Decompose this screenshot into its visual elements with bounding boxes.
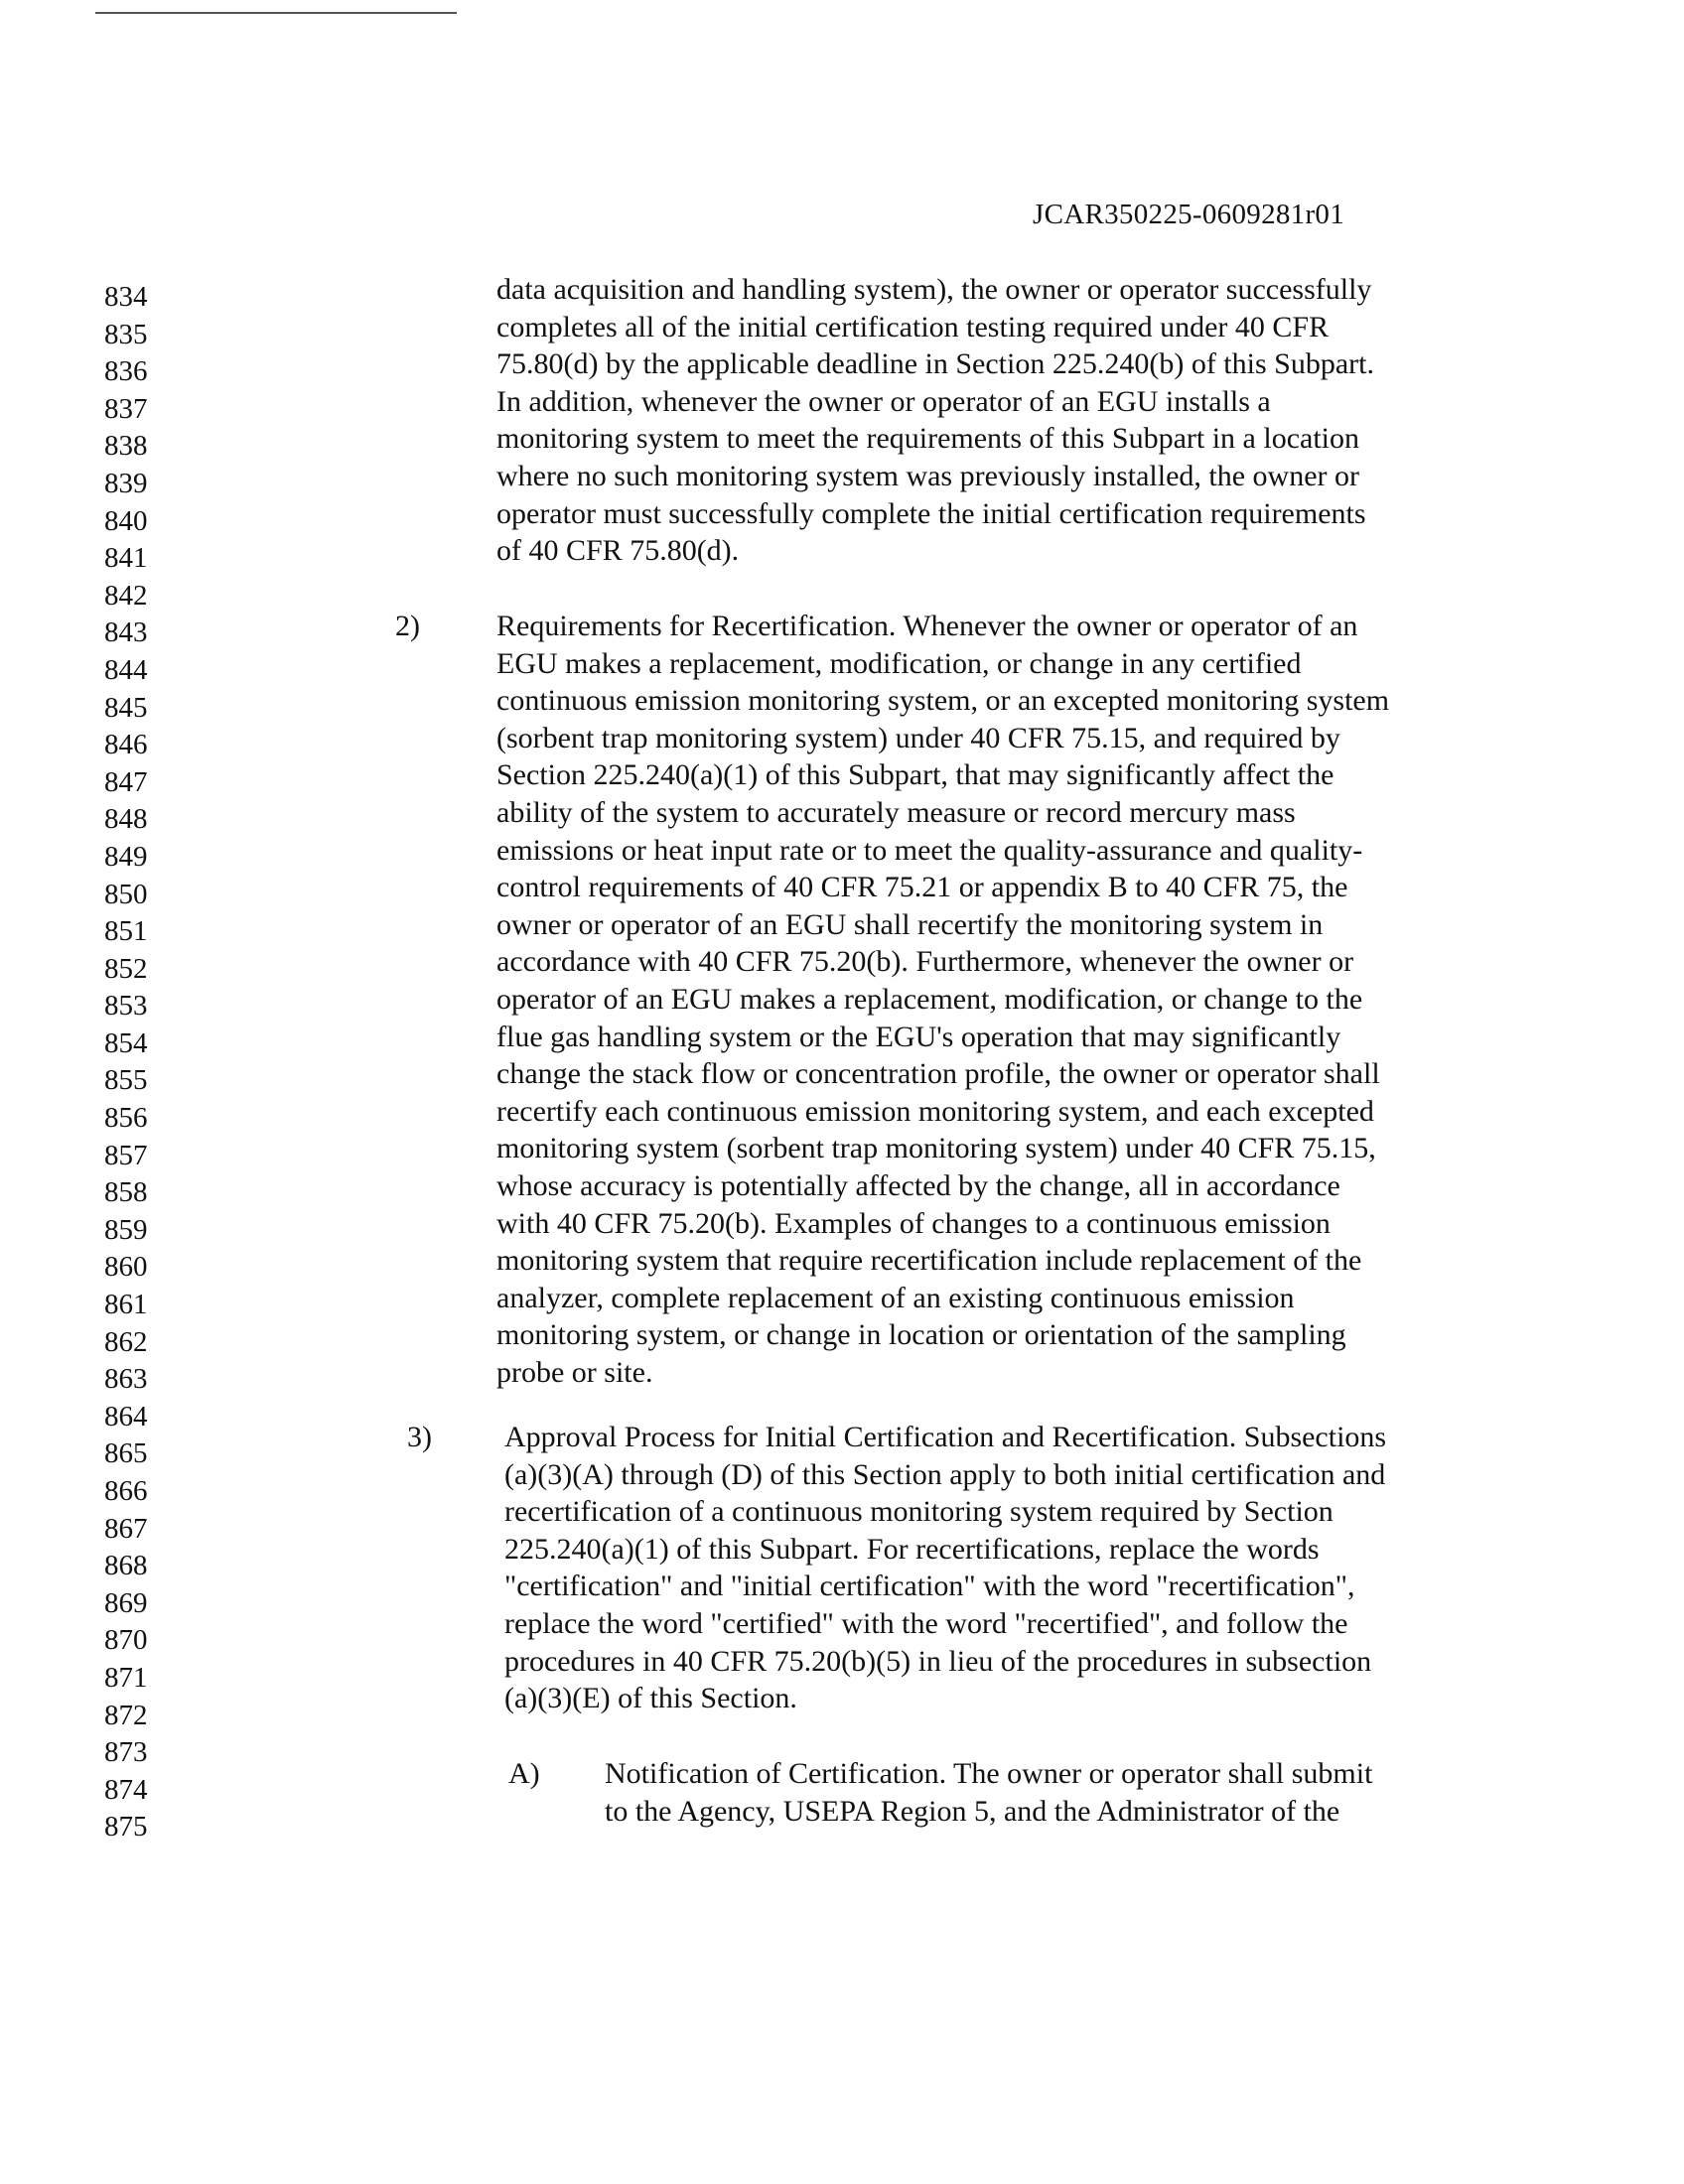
text-line: monitoring system (sorbent trap monitoring system) under 40 CFR 75.15,: [496, 1132, 1376, 1165]
text-line: (a)(3)(A) through (D) of this Section apply to both initial certification and: [504, 1457, 1386, 1491]
line-number: 870: [104, 1624, 148, 1657]
text-line: 75.80(d) by the applicable deadline in Section 225.240(b) of this Subpart.: [496, 347, 1374, 381]
line-number: 845: [104, 691, 148, 724]
line-number: 864: [104, 1400, 148, 1433]
text-line: 225.240(a)(1) of this Subpart. For recertifications, replace the words: [504, 1532, 1320, 1566]
line-number: 865: [104, 1437, 148, 1470]
line-number: 861: [104, 1289, 148, 1321]
item-marker-A: A): [508, 1757, 540, 1790]
text-line: recertify each continuous emission monitoring system, and each excepted: [496, 1094, 1374, 1128]
line-number: 868: [104, 1550, 148, 1582]
paragraph-recertification: [496, 608, 1389, 1391]
text-line: (sorbent trap monitoring system) under 40 CFR 75.15, and required by: [496, 721, 1340, 754]
paragraph-notification-of-certification: [605, 1755, 1372, 1830]
line-number: 851: [104, 915, 148, 948]
text-line: probe or site.: [496, 1355, 653, 1389]
line-number: 847: [104, 765, 148, 798]
line-number: 843: [104, 616, 148, 649]
line-number: 853: [104, 990, 148, 1023]
line-number: 866: [104, 1475, 148, 1507]
text-line: Approval Process for Initial Certification and Recertification. Subsections: [504, 1421, 1387, 1453]
text-line: Notification of Certification. The owner or operator shall submit: [605, 1757, 1373, 1790]
text-line: operator of an EGU makes a replacement, modification, or change to the: [496, 982, 1363, 1016]
line-number: 869: [104, 1586, 148, 1619]
text-line: to the Agency, USEPA Region 5, and the Administrator of the: [605, 1794, 1340, 1828]
line-number: 849: [104, 840, 148, 873]
document-id: JCAR350225-0609281r01: [1033, 199, 1345, 230]
text-line: EGU makes a replacement, modification, or change in any certified: [496, 646, 1302, 680]
line-number: 860: [104, 1251, 148, 1284]
text-line: where no such monitoring system was previously installed, the owner or: [496, 459, 1360, 492]
line-number: 834: [104, 281, 148, 313]
line-number: 848: [104, 803, 148, 836]
top-rule: [95, 12, 457, 14]
line-number: 841: [104, 542, 148, 575]
text-line: Requirements for Recertification. Whenever the owner or operator of an: [496, 610, 1358, 642]
line-number: 858: [104, 1176, 148, 1209]
text-line: recertification of a continuous monitoring system required by Section: [504, 1495, 1333, 1529]
paragraph-approval-process: [504, 1419, 1386, 1717]
line-number: 856: [104, 1102, 148, 1135]
line-number: 863: [104, 1363, 148, 1396]
text-line: operator must successfully complete the initial certification requirements: [496, 496, 1366, 530]
text-line: control requirements of 40 CFR 75.21 or appendix B to 40 CFR 75, the: [496, 871, 1348, 904]
text-line: emissions or heat input rate or to meet the quality-assurance and quality-: [496, 833, 1363, 867]
line-number: 836: [104, 355, 148, 388]
text-line: monitoring system, or change in location or orientation of the sampling: [496, 1318, 1346, 1352]
item-marker-3: 3): [407, 1421, 432, 1453]
text-line: Section 225.240(a)(1) of this Subpart, that may significantly affect the: [496, 758, 1334, 792]
text-line: owner or operator of an EGU shall recertify the monitoring system in: [496, 907, 1324, 941]
line-number: 875: [104, 1811, 148, 1843]
text-line: replace the word "certified" with the word "recertified", and follow the: [504, 1606, 1348, 1640]
text-line: ability of the system to accurately measure or record mercury mass: [496, 795, 1296, 829]
line-number: 837: [104, 392, 148, 425]
line-number: 840: [104, 504, 148, 537]
text-line: continuous emission monitoring system, or an excepted monitoring system: [496, 684, 1390, 718]
line-number: 872: [104, 1699, 148, 1731]
line-number-column: [104, 279, 184, 1846]
text-line: whose accuracy is potentially affected by the change, all in accordance: [496, 1168, 1340, 1202]
line-number: 874: [104, 1773, 148, 1806]
text-line: monitoring system to meet the requirements of this Subpart in a location: [496, 422, 1360, 456]
line-number: 835: [104, 318, 148, 350]
text-line: change the stack flow or concentration profile, the owner or operator shall: [496, 1057, 1380, 1091]
text-line: flue gas handling system or the EGU's operation that may significantly: [496, 1020, 1341, 1053]
text-line: completes all of the initial certification testing required under 40 CFR: [496, 310, 1330, 343]
paragraph-continuation: [496, 271, 1374, 570]
line-number: 838: [104, 430, 148, 463]
line-number: 855: [104, 1064, 148, 1097]
item-marker-2: 2): [395, 610, 420, 642]
text-line: data acquisition and handling system), the owner or operator successfully: [496, 273, 1372, 306]
line-number: 852: [104, 952, 148, 985]
line-number: 871: [104, 1661, 148, 1694]
line-number: 846: [104, 729, 148, 761]
text-line: "certification" and "initial certification" with the word "recertification",: [504, 1570, 1355, 1603]
text-line: (a)(3)(E) of this Section.: [504, 1682, 797, 1715]
text-line: with 40 CFR 75.20(b). Examples of changes to a continuous emission: [496, 1206, 1331, 1240]
line-number: 867: [104, 1512, 148, 1545]
line-number: 842: [104, 579, 148, 612]
line-number: 859: [104, 1213, 148, 1246]
text-line: procedures in 40 CFR 75.20(b)(5) in lieu of the procedures in subsection: [504, 1644, 1372, 1678]
line-number: 839: [104, 467, 148, 499]
text-line: of 40 CFR 75.80(d).: [496, 534, 740, 568]
text-line: analyzer, complete replacement of an existing continuous emission: [496, 1281, 1295, 1314]
line-number: 873: [104, 1736, 148, 1769]
line-number: 844: [104, 653, 148, 686]
text-line: monitoring system that require recertification include replacement of the: [496, 1244, 1362, 1278]
text-line: In addition, whenever the owner or operator of an EGU installs a: [496, 384, 1271, 418]
text-line: accordance with 40 CFR 75.20(b). Furthermore, whenever the owner or: [496, 945, 1354, 979]
line-number: 850: [104, 878, 148, 910]
line-number: 862: [104, 1325, 148, 1358]
line-number: 857: [104, 1139, 148, 1171]
line-number: 854: [104, 1026, 148, 1059]
